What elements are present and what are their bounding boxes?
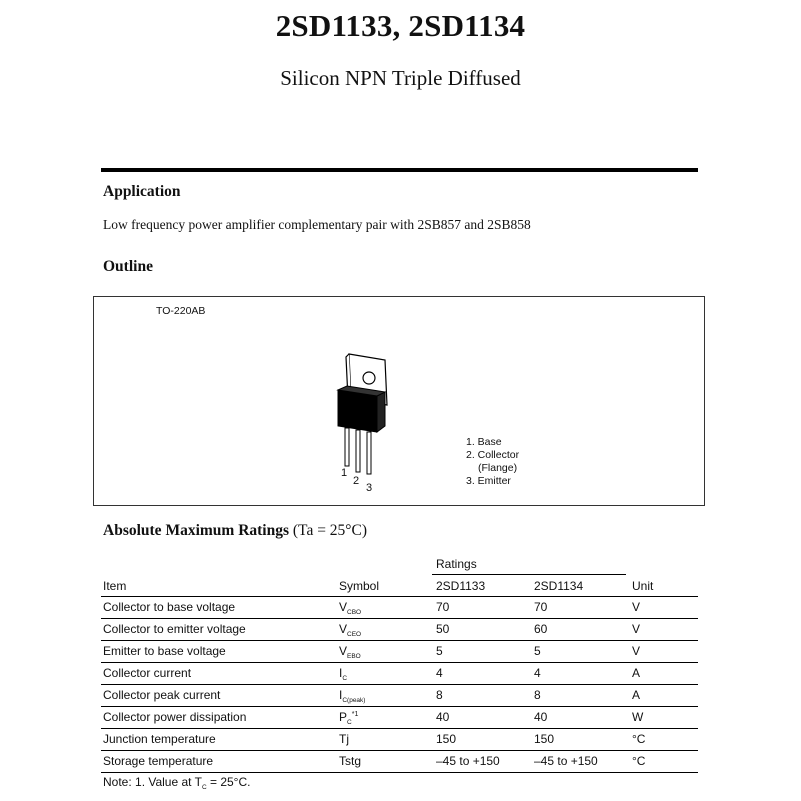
cell-2sd1134: 40 bbox=[534, 710, 548, 724]
table-row-rule bbox=[101, 772, 698, 773]
cell-unit: °C bbox=[632, 754, 646, 768]
cell-2sd1134: –45 to +150 bbox=[534, 754, 598, 768]
header-rule bbox=[101, 168, 698, 172]
table-header-rule bbox=[101, 596, 698, 597]
cell-item: Collector power dissipation bbox=[103, 710, 247, 724]
cell-unit: W bbox=[632, 710, 644, 724]
table-row-rule bbox=[101, 640, 698, 641]
table-row-rule bbox=[101, 728, 698, 729]
cell-2sd1134: 8 bbox=[534, 688, 541, 702]
document-title: 2SD1133, 2SD1134 bbox=[275, 8, 526, 43]
pin-legend-emitter: 3. Emitter bbox=[466, 475, 511, 487]
cell-item: Collector current bbox=[103, 666, 192, 680]
cell-symbol: $I_C$ bbox=[339, 666, 348, 682]
cell-symbol: Tj bbox=[339, 732, 349, 746]
cell-unit: °C bbox=[632, 732, 646, 746]
col-header-symbol: Symbol bbox=[339, 579, 380, 593]
table-row-rule bbox=[101, 662, 698, 663]
package-label: TO-220AB bbox=[156, 305, 206, 317]
col-header-unit: Unit bbox=[632, 579, 654, 593]
cell-unit: A bbox=[632, 688, 641, 702]
ratings-title: Absolute Maximum Ratings (Ta = 25°C) bbox=[103, 522, 368, 539]
outline-heading: Outline bbox=[103, 258, 153, 275]
pin-legend-collector: 2. Collector bbox=[466, 449, 520, 461]
pin-1-label: 1 bbox=[341, 467, 348, 479]
cell-symbol: $P_C^{*1}$ bbox=[339, 710, 359, 726]
cell-symbol: $I_{C(peak)}$ bbox=[339, 688, 366, 704]
application-heading: Application bbox=[103, 183, 181, 200]
cell-item: Collector to emitter voltage bbox=[103, 622, 246, 636]
cell-2sd1134: 60 bbox=[534, 622, 548, 636]
application-text: Low frequency power amplifier complementary pair with 2SB857 and 2SB858 bbox=[103, 217, 531, 232]
cell-2sd1134: 70 bbox=[534, 600, 548, 614]
pin-3-label: 3 bbox=[366, 482, 373, 494]
cell-2sd1134: 5 bbox=[534, 644, 541, 658]
cell-symbol: $V_{CEO}$ bbox=[339, 622, 362, 638]
col-header-2sd1134: 2SD1134 bbox=[534, 579, 584, 593]
cell-2sd1133: 50 bbox=[436, 622, 450, 636]
cell-2sd1133: 8 bbox=[436, 688, 443, 702]
pin-legend-flange: (Flange) bbox=[478, 462, 518, 474]
cell-2sd1134: 4 bbox=[534, 666, 541, 680]
cell-2sd1133: 4 bbox=[436, 666, 443, 680]
cell-item: Collector to base voltage bbox=[103, 600, 236, 614]
ratings-group-header: Ratings bbox=[436, 557, 477, 571]
cell-unit: A bbox=[632, 666, 641, 680]
to220-package-drawing bbox=[325, 350, 395, 480]
cell-2sd1134: 150 bbox=[534, 732, 555, 746]
cell-2sd1133: 70 bbox=[436, 600, 450, 614]
outline-box bbox=[93, 296, 705, 506]
cell-item: Storage temperature bbox=[103, 754, 214, 768]
cell-2sd1133: –45 to +150 bbox=[436, 754, 500, 768]
cell-2sd1133: 5 bbox=[436, 644, 443, 658]
ratings-group-rule bbox=[432, 574, 626, 575]
cell-2sd1133: 40 bbox=[436, 710, 450, 724]
col-header-2sd1133: 2SD1133 bbox=[436, 579, 486, 593]
document-subtitle: Silicon NPN Triple Diffused bbox=[280, 66, 521, 90]
table-note: Note: 1. Value at $T_C = 25^\circ C$. bbox=[103, 775, 251, 791]
col-header-item: Item bbox=[103, 579, 127, 593]
cell-symbol: Tstg bbox=[339, 754, 362, 768]
cell-unit: V bbox=[632, 600, 641, 614]
pin-legend-base: 1. Base bbox=[466, 436, 502, 448]
cell-symbol: $V_{EBO}$ bbox=[339, 644, 361, 660]
table-row-rule bbox=[101, 706, 698, 707]
cell-2sd1133: 150 bbox=[436, 732, 457, 746]
cell-item: Junction temperature bbox=[103, 732, 216, 746]
table-row-rule bbox=[101, 750, 698, 751]
cell-unit: V bbox=[632, 644, 641, 658]
cell-item: Emitter to base voltage bbox=[103, 644, 226, 658]
table-row-rule bbox=[101, 684, 698, 685]
cell-symbol: $V_{CBO}$ bbox=[339, 600, 362, 616]
table-row-rule bbox=[101, 618, 698, 619]
pin-2-label: 2 bbox=[353, 475, 360, 487]
cell-item: Collector peak current bbox=[103, 688, 221, 702]
cell-unit: V bbox=[632, 622, 641, 636]
